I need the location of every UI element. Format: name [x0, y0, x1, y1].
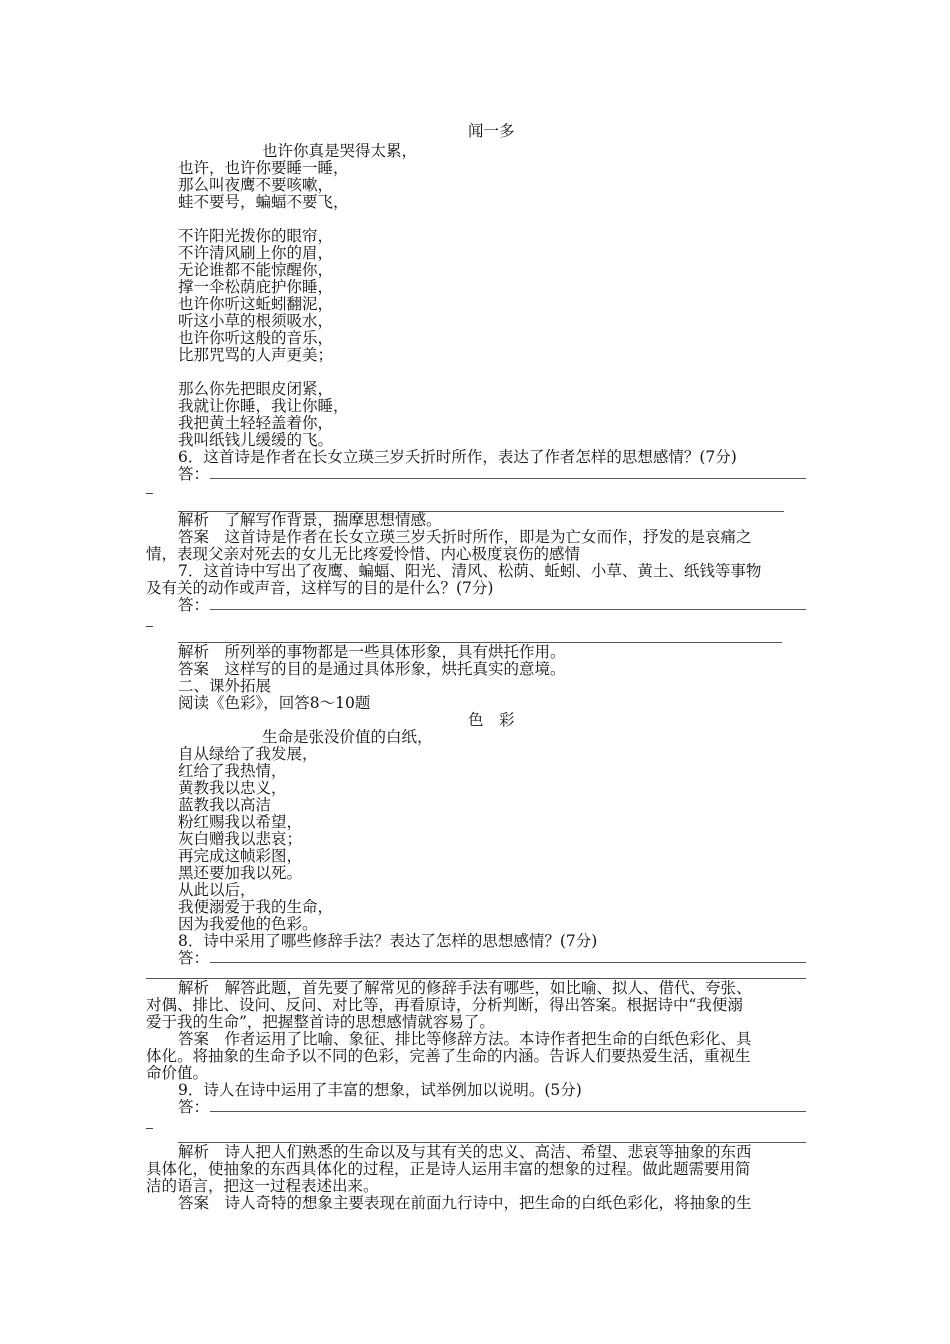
analysis-9: 具体化，使抽象的东西具体化的过程，正是诗人运用丰富的想象的过程。做此题需要用简 — [146, 1160, 751, 1178]
poem-line: 也许你真是哭得太累， — [262, 142, 418, 160]
poem-line: 那么你先把眼皮闭紧， — [178, 380, 334, 398]
poem-line: 也许，也许你要睡一睡， — [178, 159, 349, 177]
poem-line: 灰白赠我以悲哀； — [178, 830, 303, 848]
poem-line: 蛙不要号，蝙蝠不要飞， — [178, 193, 349, 211]
poem-line: 撑一伞松荫庇护你睡， — [178, 278, 334, 296]
poem-line: 不许阳光拨你的眼帘， — [178, 227, 334, 245]
section-heading: 二、课外拓展 — [178, 677, 272, 695]
answer-8: 命价值。 — [146, 1064, 209, 1082]
analysis-6: 解析 了解写作背景，揣摩思想情感。 — [178, 511, 442, 529]
analysis-9: 解析 诗人把人们熟悉的生命以及与其有关的忠义、高洁、希望、悲哀等抽象的东西 — [178, 1143, 752, 1161]
poem-line: 不许清风刷上你的眉， — [178, 244, 334, 262]
poem-line: 我把黄土轻轻盖着你， — [178, 414, 334, 432]
answer-6: 答案 这首诗是作者在长女立瑛三岁夭折时所作，即是为亡女而作，抒发的是哀痛之 — [178, 528, 752, 546]
question-7: 及有关的动作或声音，这样写的目的是什么？(7分) — [146, 579, 494, 597]
answer-line-dash — [146, 626, 153, 627]
poem-line: 我就让你睡，我让你睡， — [178, 397, 349, 415]
answer-line[interactable] — [210, 962, 806, 963]
question-7: 7．这首诗中写出了夜鹰、蝙蝠、阳光、清风、松荫、蚯蚓、小草、黄土、纸钱等事物 — [178, 562, 762, 580]
answer-8: 答案 作者运用了比喻、象征、排比等修辞方法。本诗作者把生命的白纸色彩化、具 — [178, 1030, 752, 1048]
poem-line: 黄教我以忠义， — [178, 779, 287, 797]
poem-line: 也许你听这蚯蚓翻泥， — [178, 295, 334, 313]
poem-author: 闻一多 — [468, 122, 515, 140]
question-6: 6．这首诗是作者在长女立瑛三岁夭折时所作，表达了作者怎样的思想感情？(7分) — [178, 448, 737, 466]
poem-line: 无论谁都不能惊醒你， — [178, 261, 334, 279]
poem-title: 色 彩 — [468, 711, 515, 729]
answer-9: 答案 诗人奇特的想象主要表现在前面九行诗中，把生命的白纸色彩化，将抽象的生 — [178, 1194, 752, 1212]
poem-line: 粉红赐我以希望， — [178, 813, 303, 831]
answer-line[interactable] — [210, 478, 806, 479]
answer-label: 答： — [178, 596, 210, 614]
answer-line[interactable] — [210, 1111, 806, 1112]
analysis-8: 解析 解答此题，首先要了解常见的修辞手法有哪些，如比喻、拟人、借代、夸张、 — [178, 979, 752, 997]
poem-line: 听这小草的根须吸水， — [178, 312, 334, 330]
poem-line: 比那咒骂的人声更美； — [178, 346, 334, 364]
answer-line-dash — [146, 493, 153, 494]
answer-8: 体化。将抽象的生命予以不同的色彩，完善了生命的内涵。告诉人们要热爱生活，重视生 — [146, 1047, 751, 1065]
answer-line[interactable] — [210, 609, 806, 610]
answer-label: 答： — [178, 1098, 210, 1116]
answer-6: 情，表现父亲对死去的女儿无比疼爱怜惜、内心极度哀伤的感情 — [146, 545, 581, 563]
poem-line: 再完成这帧彩图， — [178, 847, 303, 865]
analysis-8: 对偶、排比、设问、反问、对比等，再看原诗，分析判断，得出答案。根据诗中“我便溺 — [146, 996, 743, 1014]
answer-label: 答： — [178, 465, 210, 483]
poem-line: 从此以后， — [178, 881, 256, 899]
poem-line: 因为我爱他的色彩。 — [178, 915, 318, 933]
poem-line: 红给了我热情， — [178, 762, 287, 780]
poem-line: 我便溺爱于我的生命， — [178, 898, 334, 916]
poem-line: 蓝教我以高洁 — [178, 796, 272, 814]
question-9: 9．诗人在诗中运用了丰富的想象，试举例加以说明。(5分) — [178, 1081, 582, 1099]
poem-line: 自从绿给了我发展， — [178, 745, 318, 763]
question-8: 8．诗中采用了哪些修辞手法？表达了怎样的思想感情？(7分) — [178, 932, 598, 950]
poem-line: 那么叫夜鹰不要咳嗽， — [178, 176, 334, 194]
answer-line-dash — [146, 1128, 153, 1129]
answer-label: 答： — [178, 949, 210, 967]
section-instruction: 阅读《色彩》，回答8～10题 — [178, 694, 371, 712]
analysis-8: 爱于我的生命”，把握整首诗的思想感情就容易了。 — [146, 1013, 495, 1031]
analysis-7: 解析 所列举的事物都是一些具体形象，具有烘托作用。 — [178, 643, 566, 661]
analysis-9: 洁的语言，把这一过程表述出来。 — [146, 1177, 379, 1195]
answer-7: 答案 这样写的目的是通过具体形象，烘托真实的意境。 — [178, 660, 566, 678]
poem-line: 生命是张没价值的白纸， — [262, 728, 433, 746]
poem-line: 也许你听这般的音乐， — [178, 329, 334, 347]
poem-line: 黑还要加我以死。 — [178, 864, 303, 882]
poem-line: 我叫纸钱儿缓缓的飞。 — [178, 431, 334, 449]
